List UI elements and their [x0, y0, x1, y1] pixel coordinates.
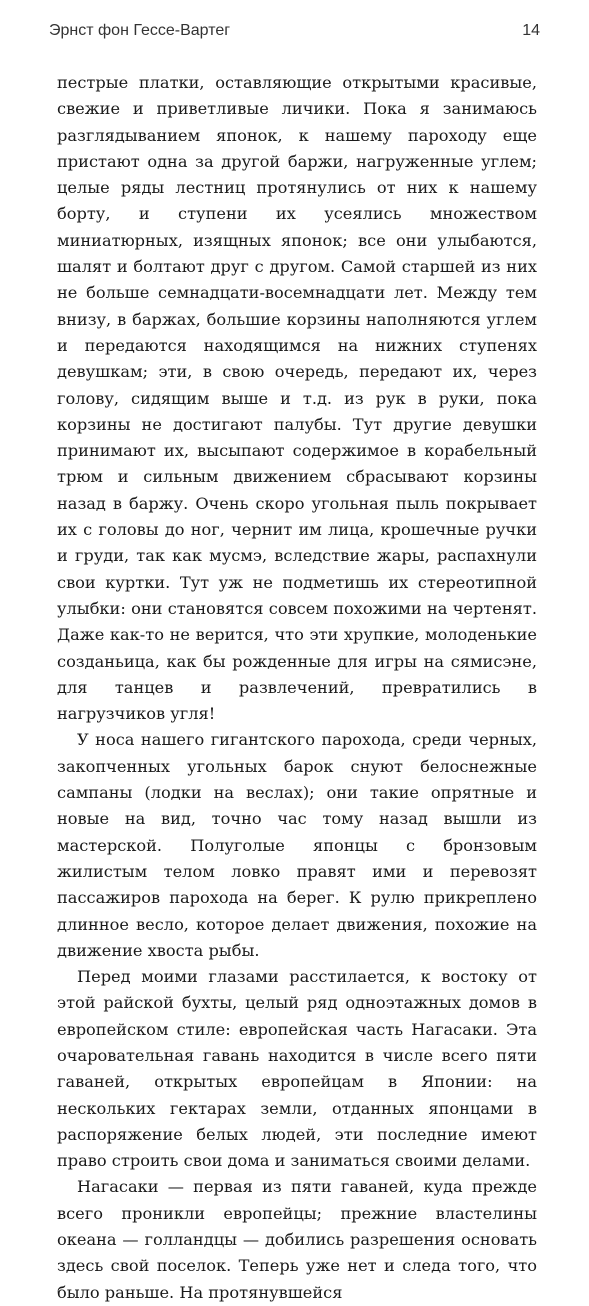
running-header-author: Эрнст фон Гессе-Вартег — [49, 22, 231, 39]
body-text — [57, 70, 537, 1306]
paragraph: пестрые платки, оставляющие открытыми красивые, свежие и приветливые личики. Пока я занимаюсь разглядыванием японок, к нашему пароходу еще пристают одна за другой баржи, нагруженные углем; целые ряды лестниц протянулись от них к нашему борту, и ступени их усеялись множеством миниатюрных, изящных японок; все они улыбаются, шалят и болтают друг с другом. Самой старшей из них не больше семнадцати-восемнадцати лет. Между тем внизу, в баржах, большие корзины наполняются углем и передаются находящимся на нижних ступенях девушкам; эти, в свою очередь, передают их, через голову, сидящим выше и т.д. из рук в руки, пока корзины не достигают палубы. Тут другие девушки принимают их, высыпают содержимое в корабельный трюм и сильным движением сбрасывают корзины назад в баржу. Очень скоро угольная пыль покрывает их с головы до ног, чернит им лица, крошечные ручки и груди, так как мусмэ, вследствие жары, распахнули свои куртки. Тут уж не подметишь их стереотипной улыбки: они становятся совсем похожими на чертенят. Даже как-то не верится, что эти хрупкие, молоденькие созданьица, как бы рожденные для игры на сямисэне, для танцев и развлечений, превратились в нагрузчиков угля! — [57, 73, 537, 724]
page-number: 14 — [522, 22, 540, 39]
paragraph: Перед моими глазами расстилается, к востоку от этой райской бухты, целый ряд одноэтажных домов в европейском стиле: европейская часть Нагасаки. Эта очаровательная гавань находится в числе всего пяти гаваней, открытых европейцам в Японии: на нескольких гектарах земли, отданных японцами в распоряжение белых людей, эти последние имеют право строить свои дома и заниматься своими делами. — [57, 967, 537, 1171]
running-header — [49, 22, 540, 48]
paragraph: Нагасаки — первая из пяти гаваней, куда прежде всего проникли европейцы; прежние властелины океана — голландцы — добились разрешения основать здесь свой поселок. Теперь уже нет и следа того, что было раньше. На протянувшейся — [57, 1177, 537, 1302]
paragraph: У носа нашего гигантского парохода, среди черных, закопченных угольных барок снуют белоснежные сампаны (лодки на веслах); они такие опрятные и новые на вид, точно час тому назад вышли из мастерской. Полуголые японцы с бронзовым жилистым телом ловко правят ими и перевозят пассажиров парохода на берег. К рулю прикреплено длинное весло, которое делает движения, похожие на движение хвоста рыбы. — [57, 730, 537, 960]
